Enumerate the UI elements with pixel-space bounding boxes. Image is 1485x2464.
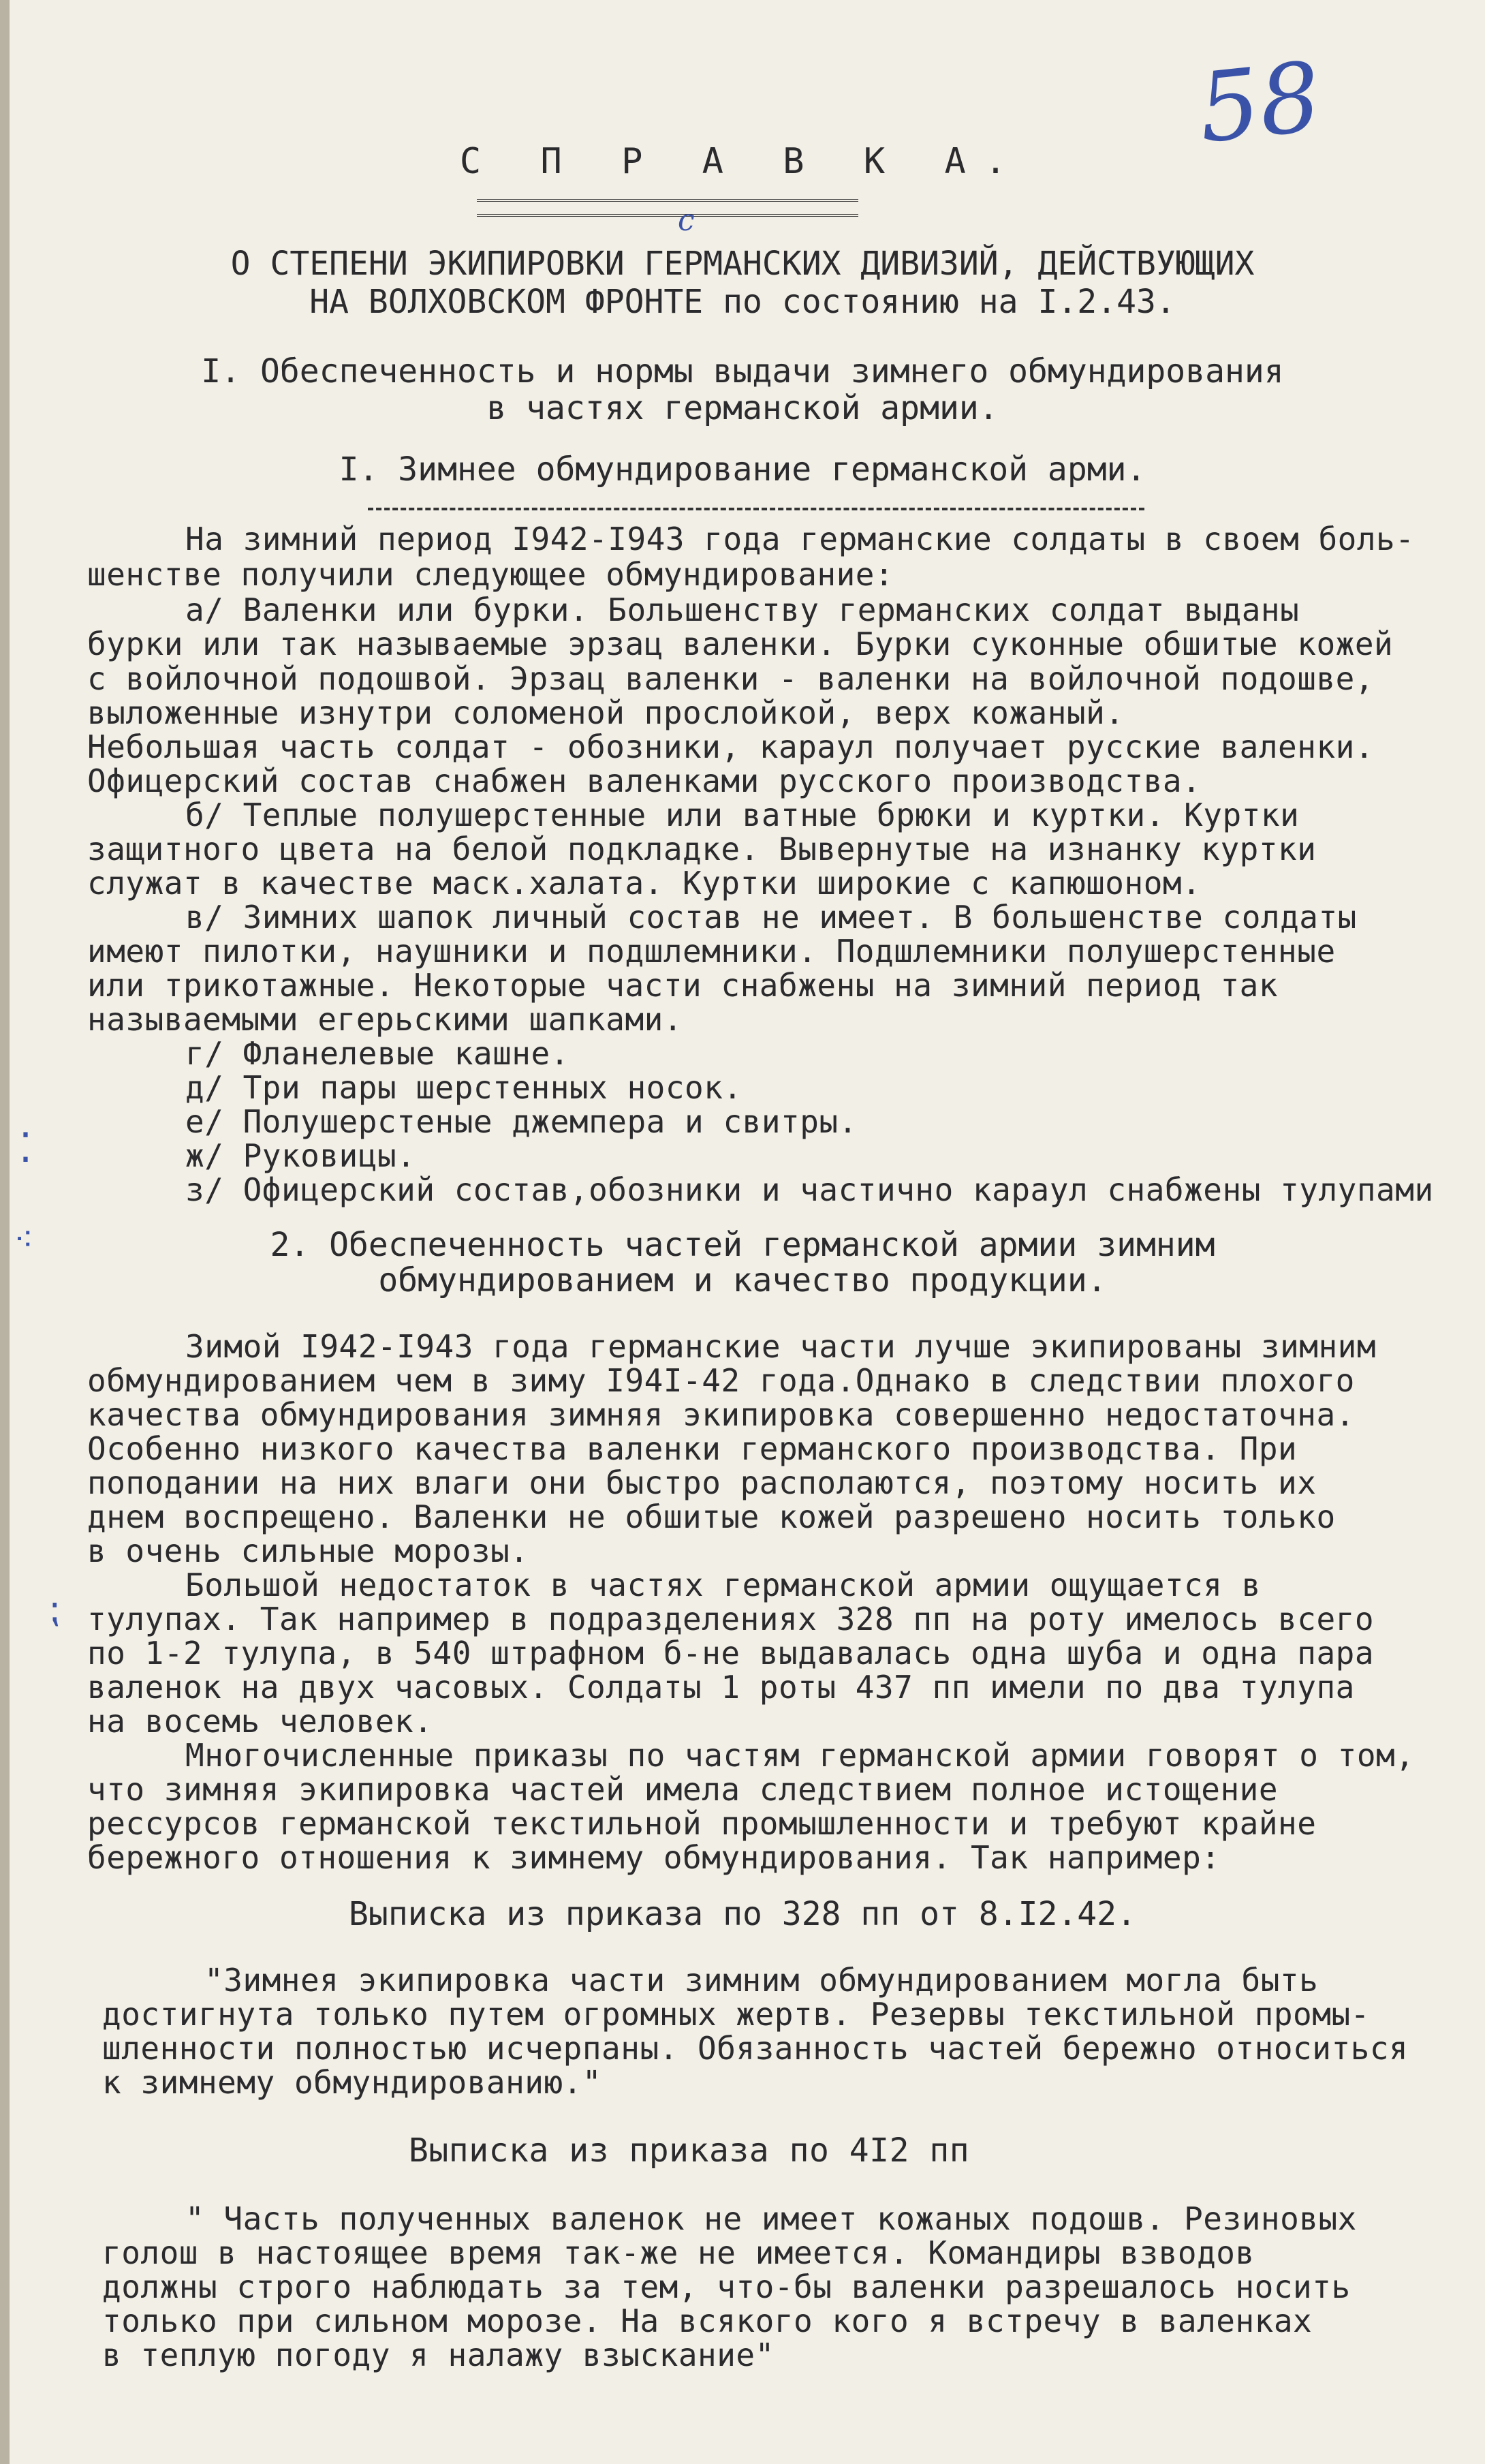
extract2-line: в теплую погоду я налажу взыскание" — [102, 2337, 775, 2373]
s1-line: защитного цвета на белой подкладке. Вывернутые на изнанку куртки — [87, 831, 1317, 867]
handwritten-correction: с — [678, 203, 695, 238]
s2-line: качества обмундирования зимняя экипировка совершенно недостаточна. — [87, 1396, 1355, 1433]
margin-ink-mark: ⁏ — [48, 1588, 61, 1631]
s1-line: д/ Три пары шерстенных носок. — [185, 1069, 742, 1106]
extract2-line: только при сильном морозе. На всякого кого я встречу в валенках — [102, 2303, 1313, 2339]
s2-line: Большой недостаток в частях германской армии ощущается в — [185, 1567, 1261, 1603]
extract1-line: достигнута только путем огромных жертв. Резервы текстильной промы- — [102, 1996, 1370, 2033]
margin-ink-mark: ⁖ — [14, 1220, 34, 1259]
extract1-line: к зимнему обмундированию." — [102, 2064, 602, 2101]
s2-line: Многочисленные приказы по частям германской армии говорят о том, — [185, 1737, 1415, 1774]
s1-line: ж/ Руковицы. — [185, 1137, 416, 1174]
s2-line: бережного отношения к зимнему обмундирования. Так например: — [87, 1839, 1221, 1876]
s2-line: рессурсов германской текстильной промышленности и требуют крайне — [87, 1805, 1317, 1842]
extract2-line: должны строго наблюдать за тем, что-бы валенки разрешалось носить — [102, 2268, 1351, 2305]
handwritten-page-number: 58 — [1193, 42, 1326, 165]
section1-subheading: I. Зимнее обмундирование германской арми. — [339, 450, 1146, 489]
s1-line: з/ Офицерский состав,обозники и частично караул снабжены тулупами — [185, 1171, 1434, 1208]
extract1-heading: Выписка из приказа по 328 пп от 8.I2.42. — [349, 1895, 1136, 1933]
s2-line: обмундированием чем в зиму I94I-42 года.Однако в следствии плохого — [87, 1362, 1355, 1399]
s2-line: Зимой I942-I943 года германские части лучше экипированы зимним — [185, 1328, 1377, 1365]
s2-line: тулупах. Так например в подразделениях 328 пп на роту имелось всего — [87, 1601, 1375, 1637]
extract1-line: "Зимнея экипировка части зимним обмундированием могла быть — [204, 1962, 1319, 1999]
subtitle-line-1: О СТЕПЕНИ ЭКИПИРОВКИ ГЕРМАНСКИХ ДИВИЗИЙ, ДЕЙСТВУЮЩИХ — [230, 245, 1255, 283]
extract2-line: " Часть полученных валенок не имеет кожаных подошв. Резиновых — [185, 2200, 1357, 2237]
s2-line: Особенно низкого качества валенки германского производства. При — [87, 1430, 1298, 1467]
s2-line: на восемь человек. — [87, 1703, 433, 1740]
subheading-underline — [368, 508, 1144, 510]
extract1-line: шленности полностью исчерпаны. Обязанность частей бережно относиться — [102, 2030, 1409, 2067]
s2-line: в очень сильные морозы. — [87, 1533, 529, 1569]
s1-line: г/ Фланелевые кашне. — [185, 1035, 569, 1072]
s1-line: б/ Теплые полушерстенные или ватные брюки и куртки. Куртки — [185, 797, 1300, 833]
s1-line: или трикотажные. Некоторые части снабжены на зимний период так — [87, 967, 1279, 1004]
extract2-line: голош в настоящее время так-же не имеется. Командиры взводов — [102, 2234, 1255, 2271]
s1-line: Небольшая часть солдат - обозники, караул получает русские валенки. — [87, 728, 1375, 765]
extract2-heading: Выписка из приказа по 4I2 пп — [409, 2131, 970, 2170]
s2-line: по 1-2 тулупа, в 540 штрафном б-не выдавалась одна шуба и одна пара — [87, 1635, 1375, 1672]
document-title: С П Р А В К А. — [459, 141, 1026, 182]
section2-heading-line-1: 2. Обеспеченность частей германской армии зимним — [270, 1226, 1215, 1264]
subtitle-line-2: НА ВОЛХОВСКОМ ФРОНТЕ по состоянию на I.2.43. — [309, 283, 1176, 321]
s1-line: в/ Зимних шапок личный состав не имеет. В большенстве солдаты — [185, 899, 1357, 936]
s1-line: имеют пилотки, наушники и подшлемники. Подшлемники полушерстенные — [87, 933, 1336, 970]
s1-line: Офицерский состав снабжен валенками русского производства. — [87, 763, 1202, 799]
margin-ink-mark: ⁚ — [19, 1124, 33, 1172]
s1-line: шенстве получили следующее обмундирование: — [87, 556, 894, 593]
section1-heading-line-1: I. Обеспеченность и нормы выдачи зимнего обмундирования — [201, 352, 1284, 390]
section2-heading-line-2: обмундированием и качество продукции. — [378, 1261, 1107, 1299]
section1-heading-line-2: в частях германской армии. — [486, 389, 999, 427]
s1-line: служат в качестве маск.халата. Куртки широкие с капюшоном. — [87, 865, 1202, 902]
s1-line: с войлочной подошвой. Эрзац валенки - валенки на войлочной подошве, — [87, 660, 1375, 697]
s2-line: что зимняя экипировка частей имела следствием полное истощение — [87, 1771, 1279, 1808]
s1-line: называемыми егерьскими шапками. — [87, 1001, 683, 1038]
s1-line: На зимний период I942-I943 года германские солдаты в своем боль- — [185, 521, 1415, 557]
s2-line: днем воспрещено. Валенки не обшитые кожей разрешено носить только — [87, 1498, 1336, 1535]
s2-line: поподании на них влаги они быстро располаются, поэтому носить их — [87, 1464, 1317, 1501]
s2-line: валенок на двух часовых. Солдаты 1 роты 437 пп имели по два тулупа — [87, 1669, 1355, 1706]
s1-line: выложенные изнутри соломеной прослойкой, верх кожаный. — [87, 694, 1125, 731]
title-underline — [477, 199, 858, 217]
s1-line: е/ Полушерстеные джемпера и свитры. — [185, 1103, 858, 1140]
s1-line: а/ Валенки или бурки. Большенству германских солдат выданы — [185, 591, 1300, 628]
s1-line: бурки или так называемые эрзац валенки. Бурки суконные обшитые кожей — [87, 626, 1394, 662]
